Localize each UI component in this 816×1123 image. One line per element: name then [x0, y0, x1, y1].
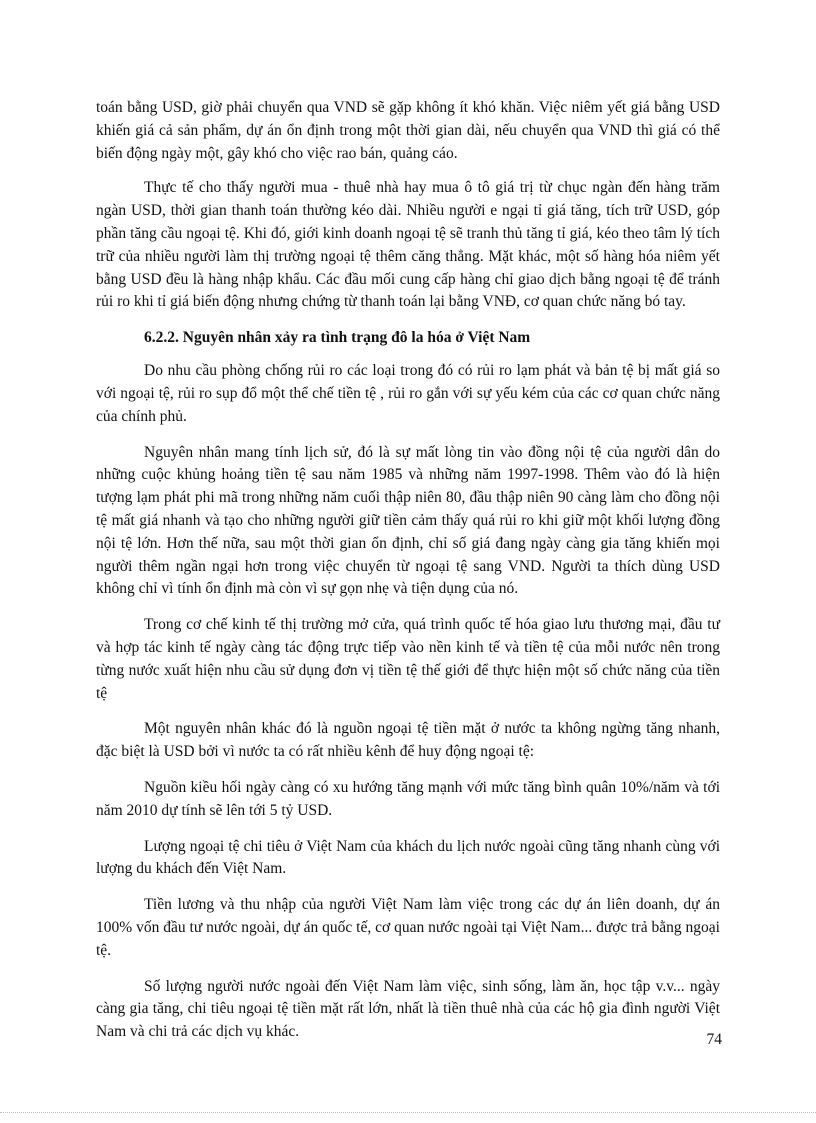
paragraph-continued: toán bằng USD, giờ phải chuyển qua VND sẽ gặp không ít khó khăn. Việc niêm yết giá bằng USD khiến giá cả sản phẩm, dự án ổn định trong một thời gian dài, nếu chuyển qua VND thì giá có thể biến động ngày một, gây khó cho việc rao bán, quảng cáo.: [96, 99, 720, 162]
paragraph: Tiền lương và thu nhập của người Việt Nam làm việc trong các dự án liên doanh, dự án 100% vốn đầu tư nước ngoài, dự án quốc tế, cơ quan nước ngoài tại Việt Nam... được trả bằng ngoại tệ.: [96, 896, 720, 959]
paragraph: Do nhu cầu phòng chống rủi ro các loại trong đó có rủi ro lạm phát và bản tệ bị mất giá so với ngoại tệ, rủi ro sụp đổ một thể chế tiền tệ , rủi ro gắn với sự yếu kém của các cơ quan chức năng của chính phủ.: [96, 362, 720, 425]
paragraph: Lượng ngoại tệ chi tiêu ở Việt Nam của khách du lịch nước ngoài cũng tăng nhanh cùng với lượng du khách đến Việt Nam.: [96, 837, 720, 878]
paragraph: Nguồn kiều hối ngày càng có xu hướng tăng mạnh với mức tăng bình quân 10%/năm và tới năm 2010 dự tính sẽ lên tới 5 tỷ USD.: [96, 778, 720, 819]
page-number: 74: [706, 1031, 722, 1048]
paragraph: Số lượng người nước ngoài đến Việt Nam làm việc, sinh sống, làm ăn, học tập v.v... ngày càng gia tăng, chi tiêu ngoại tệ tiền mặt rất lớn, nhất là tiền thuê nhà của các hộ gia đình người Việt Nam và chi trả các dịch vụ khác.: [96, 977, 720, 1041]
paragraph: Thực tế cho thấy người mua - thuê nhà hay mua ô tô giá trị từ chục ngàn đến hàng trăm ngàn USD, thời gian thanh toán thường kéo dài. Nhiều người e ngại tỉ giá tăng, tích trữ USD, góp phần tăng cầu ngoại tệ. Khi đó, giới kinh doanh ngoại tệ sẽ tranh thủ tăng tỉ giá, kéo theo tâm lý tích trữ của nhiều người làm thị trường ngoại tệ thêm căng thẳng. Mặt khác, một số hàng hóa niêm yết bằng USD đều là hàng nhập khẩu. Các đầu mối cung cấp hàng chỉ giao dịch bằng ngoại tệ để tránh rủi ro khi tỉ giá biến động nhưng chứng từ thanh toán lại bằng VNĐ, cơ quan chức năng bó tay.: [96, 179, 720, 311]
section-heading: 6.2.2. Nguyên nhân xảy ra tình trạng đô la hóa ở Việt Nam: [144, 329, 531, 347]
page-bottom-edge: [0, 1112, 816, 1113]
paragraph: Một nguyên nhân khác đó là nguồn ngoại tệ tiền mặt ở nước ta không ngừng tăng nhanh, đặc biệt là USD bởi vì nước ta có rất nhiều kênh để huy động ngoại tệ:: [96, 720, 720, 761]
document-body: [96, 97, 720, 1057]
paragraph: Nguyên nhân mang tính lịch sử, đó là sự mất lòng tin vào đồng nội tệ của người dân do những cuộc khủng hoảng tiền tệ sau năm 1985 và những năm 1997-1998. Thêm vào đó là hiện tượng lạm phát phi mã trong những năm cuối thập niên 80, đầu thập niên 90 càng làm cho đồng nội tệ mất giá nhanh và tạo cho những người giữ tiền cảm thấy quá rủi ro khi giữ một khối lượng đồng nội tệ lớn. Hơn thế nữa, sau một thời gian ổn định, chỉ số giá đang ngày càng gia tăng khiến mọi người thêm ngần ngại hơn trong việc chuyển từ ngoại tệ sang VND. Người ta thích dùng USD không chỉ vì tính ổn định mà còn vì sự gọn nhẹ và tiện dụng của nó.: [96, 443, 720, 598]
paragraph: Trong cơ chế kinh tế thị trường mở cửa, quá trình quốc tế hóa giao lưu thương mại, đầu tư và hợp tác kinh tế ngày càng tác động trực tiếp vào nền kinh tế và tiền tệ của mỗi nước nên trong từng nước xuất hiện nhu cầu sử dụng đơn vị tiền tệ thế giới để thực hiện một số chức năng của tiền tệ: [96, 616, 720, 702]
